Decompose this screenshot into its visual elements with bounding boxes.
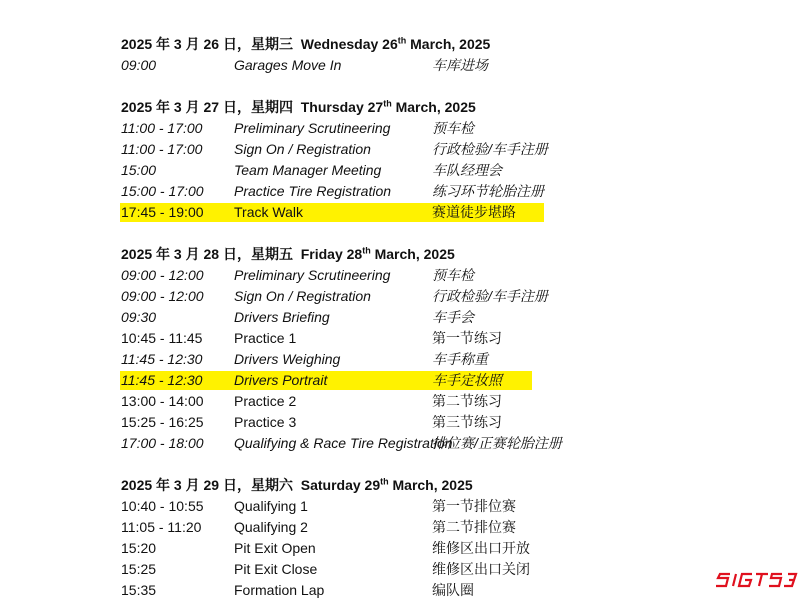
event-name-cn: 车队经理会 <box>432 162 502 178</box>
day-heading-ordinal: th <box>362 245 371 256</box>
event-name-en: Drivers Portrait <box>234 372 328 388</box>
event-time: 11:05 - 11:20 <box>121 519 202 535</box>
event-name-en: Garages Move In <box>234 57 342 73</box>
event-time: 10:45 - 11:45 <box>121 330 203 346</box>
event-name-cn: 练习环节轮胎注册 <box>432 183 544 199</box>
event-name-cn: 维修区出口开放 <box>432 540 530 556</box>
schedule-row <box>121 265 721 286</box>
event-name-cn: 编队圈 <box>432 582 474 598</box>
event-time: 15:25 <box>121 561 157 577</box>
schedule-row <box>121 433 721 454</box>
day-heading-ordinal: th <box>383 98 392 109</box>
event-name-cn: 车手定妆照 <box>432 372 502 388</box>
schedule-row <box>121 307 721 328</box>
day-heading-ordinal: th <box>380 476 389 487</box>
event-name-cn: 第二节排位赛 <box>432 519 516 535</box>
day-heading <box>121 34 721 55</box>
event-name-cn: 行政检验/车手注册 <box>432 141 548 157</box>
event-name-cn: 赛道徒步堪路 <box>432 204 516 220</box>
schedule-row <box>121 139 721 160</box>
day-heading-month-year: March, 2025 <box>391 99 476 115</box>
day-heading-cn: 2025 年 3 月 29 日，星期六 <box>121 477 293 493</box>
event-name-en: Team Manager Meeting <box>234 162 382 178</box>
event-name-en: Practice 1 <box>234 330 297 346</box>
event-time: 15:20 <box>121 540 157 556</box>
event-name-en: Drivers Weighing <box>234 351 341 367</box>
event-time: 11:00 - 17:00 <box>121 120 203 136</box>
event-time: 15:35 <box>121 582 157 598</box>
schedule-row <box>121 349 721 370</box>
event-time: 17:00 - 18:00 <box>121 435 204 451</box>
event-time: 15:00 - 17:00 <box>121 183 204 199</box>
schedule-row <box>121 538 721 559</box>
event-name-cn: 预车检 <box>432 267 474 283</box>
day-section <box>121 97 721 223</box>
event-time: 11:00 - 17:00 <box>121 141 203 157</box>
schedule-row <box>121 328 721 349</box>
schedule-row <box>121 496 721 517</box>
schedule-row <box>121 517 721 538</box>
event-name-cn: 维修区出口关闭 <box>432 561 530 577</box>
event-name-en: Drivers Briefing <box>234 309 330 325</box>
day-heading-month-year: March, 2025 <box>406 36 491 52</box>
day-heading-ordinal: th <box>397 35 407 46</box>
event-name-en: Practice Tire Registration <box>234 183 392 199</box>
schedule-row <box>121 118 721 139</box>
day-heading <box>121 244 721 265</box>
event-name-en: Qualifying 1 <box>234 498 308 514</box>
event-name-en: Track Walk <box>234 204 303 220</box>
event-time: 09:00 - 12:00 <box>121 288 204 304</box>
schedule-row <box>121 559 721 580</box>
event-name-en: Pit Exit Open <box>234 540 316 556</box>
event-schedule <box>121 34 721 600</box>
event-time: 11:45 - 12:30 <box>121 372 203 388</box>
event-time: 15:00 <box>121 162 157 178</box>
schedule-row <box>121 391 721 412</box>
day-heading-cn: 2025 年 3 月 26 日，星期三 <box>121 36 293 52</box>
day-heading-en: Thursday 27 <box>300 99 384 115</box>
event-time: 11:45 - 12:30 <box>121 351 203 367</box>
day-heading-cn: 2025 年 3 月 28 日，星期五 <box>121 246 293 262</box>
event-time: 09:00 - 12:00 <box>121 267 204 283</box>
event-name-en: Qualifying & Race Tire Registration <box>234 435 453 451</box>
event-time: 09:00 <box>121 57 157 73</box>
day-section <box>121 475 721 600</box>
event-time: 13:00 - 14:00 <box>121 393 204 409</box>
schedule-row <box>121 286 721 307</box>
day-section <box>121 244 721 454</box>
event-name-en: Practice 2 <box>234 393 297 409</box>
event-name-cn: 第一节排位赛 <box>432 498 516 514</box>
event-name-cn: 预车检 <box>432 120 474 136</box>
event-name-cn: 排位赛/正赛轮胎注册 <box>432 435 562 451</box>
schedule-row <box>121 202 721 223</box>
event-name-en: Preliminary Scrutineering <box>234 120 391 136</box>
schedule-row <box>121 370 721 391</box>
event-time: 15:25 - 16:25 <box>121 414 204 430</box>
day-heading-en: Saturday 29 <box>300 477 381 493</box>
day-heading <box>121 475 721 496</box>
schedule-row <box>121 55 721 76</box>
schedule-row <box>121 181 721 202</box>
event-name-cn: 第一节练习 <box>432 330 502 346</box>
sigt-logo <box>716 572 798 588</box>
event-name-en: Preliminary Scrutineering <box>234 267 391 283</box>
event-name-en: Formation Lap <box>234 582 325 598</box>
event-name-cn: 车库进场 <box>432 57 488 73</box>
event-time: 10:40 - 10:55 <box>121 498 204 514</box>
schedule-row <box>121 160 721 181</box>
day-section <box>121 34 721 76</box>
schedule-row <box>121 580 721 600</box>
event-name-cn: 车手称重 <box>432 351 488 367</box>
schedule-row <box>121 412 721 433</box>
event-name-cn: 行政检验/车手注册 <box>432 288 548 304</box>
event-name-en: Sign On / Registration <box>234 141 371 157</box>
event-name-en: Pit Exit Close <box>234 561 318 577</box>
day-heading-month-year: March, 2025 <box>370 246 455 262</box>
day-heading-month-year: March, 2025 <box>388 477 473 493</box>
event-time: 17:45 - 19:00 <box>121 204 204 220</box>
event-name-en: Practice 3 <box>234 414 297 430</box>
day-heading-cn: 2025 年 3 月 27 日，星期四 <box>121 99 293 115</box>
event-name-cn: 第三节练习 <box>432 414 502 430</box>
event-name-en: Sign On / Registration <box>234 288 371 304</box>
day-heading-en: Wednesday 26 <box>300 36 398 52</box>
event-time: 09:30 <box>121 309 157 325</box>
event-name-cn: 车手会 <box>432 309 474 325</box>
event-name-en: Qualifying 2 <box>234 519 308 535</box>
event-name-cn: 第二节练习 <box>432 393 502 409</box>
day-heading-en: Friday 28 <box>300 246 363 262</box>
day-heading <box>121 97 721 118</box>
